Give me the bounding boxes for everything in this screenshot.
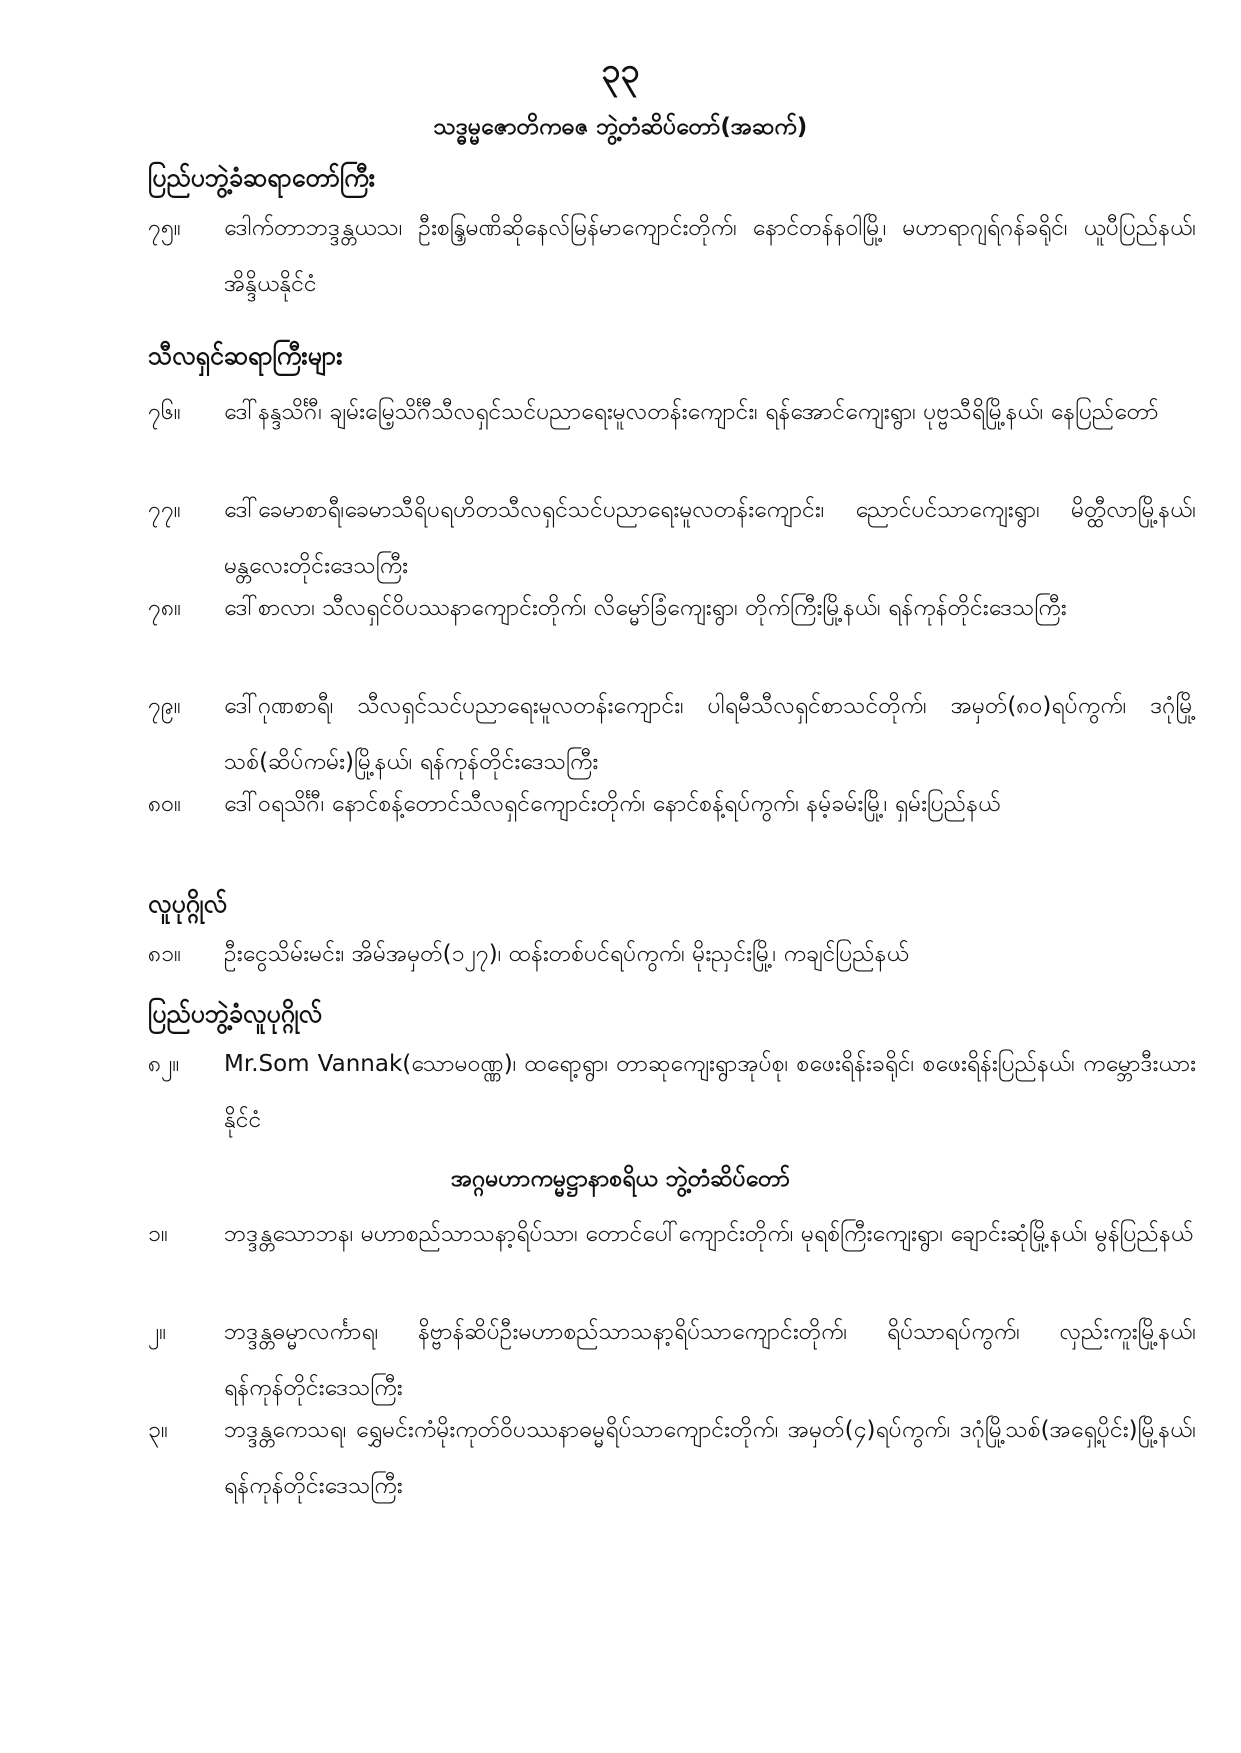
item-text: ဘဒ္ဒန္တကေသရ၊ ရွှေမင်းကံမိုးကုတ်ဝိပဿနာဓမ္မရိပ်သာကျောင်းတိုက်၊ အမှတ်(၄)ရပ်ကွက်၊ ဒဂုံမြို့သစ်(အရှေ့ပိုင်း)မြို့နယ်၊ ရန်ကုန်တိုင်းဒေသကြီး	[224, 1417, 1196, 1499]
item-number: ၈၂။	[148, 1051, 180, 1077]
list-item	[148, 678, 1196, 790]
item-text: ဦးငွေသိမ်းမင်း၊ အိမ်အမှတ်(၁၂၇)၊ ထန်းတစ်ပင်ရပ်ကွက်၊ မိုးညှင်းမြို့၊ ကချင်ပြည်နယ်	[224, 941, 909, 967]
item-number: ၃။	[148, 1417, 168, 1443]
list-item	[148, 580, 1196, 636]
item-text: ဒေါ်စာလာ၊ သီလရှင်ဝိပဿနာကျောင်းတိုက်၊ လိမ္မော်ခြံကျေးရွာ၊ တိုက်ကြီးမြို့နယ်၊ ရန်ကုန်တိုင်းဒေသကြီး	[224, 595, 1067, 621]
list-item	[148, 1206, 1196, 1262]
item-number: ၇၇။	[148, 497, 181, 523]
list-item	[148, 926, 1196, 982]
item-text: ဒေါက်တာဘဒ္ဒန္တယသ၊ ဦးစန္ဒြမဏိဆိုနေလ်မြန်မာကျောင်းတိုက်၊ နောင်တန်နဝါမြို့၊ မဟာရာဂျရ်ဂန်ခရိုင်၊ ယူပီပြည်နယ်၊ အိန္ဒိယနိုင်ငံ	[224, 215, 1196, 297]
award-title-1: သဒ္ဓမ္မဇောတိကဓဇ ဘွဲ့တံဆိပ်တော်(အဆက်)	[433, 114, 808, 140]
list-item	[148, 384, 1196, 440]
award-title-2: အဂ္ဂမဟာကမ္မဋ္ဌာနာစရိယ ဘွဲ့တံဆိပ်တော်	[450, 1166, 790, 1192]
section-heading-laypersons: လူပုဂ္ဂိုလ်	[148, 889, 228, 918]
section-heading-foreign-laypersons: ပြည်ပဘွဲ့ခံလူပုဂ္ဂိုလ်	[148, 999, 323, 1028]
list-item	[148, 1304, 1196, 1416]
list-item	[148, 1402, 1196, 1514]
item-text: ဒေါ်ဝရသိင်္ဂီ၊ နောင်စန့်တောင်သီလရှင်ကျောင်းတိုက်၊ နောင်စန့်ရပ်ကွက်၊ နမ့်ခမ်းမြို့၊ ရှမ်းပြည်နယ်	[224, 791, 1001, 817]
item-text: ဘဒ္ဒန္တဓမ္မာလင်္ကာရ၊ နိဗ္ဗာန်ဆိပ်ဦးမဟာစည်သာသနာ့ရိပ်သာကျောင်းတိုက်၊ ရိပ်သာရပ်ကွက်၊ လှည်းကူးမြို့နယ်၊ ရန်ကုန်တိုင်းဒေသကြီး	[224, 1319, 1196, 1401]
item-number: ၁။	[148, 1221, 168, 1247]
section-heading-foreign-abbots: ပြည်ပဘွဲ့ခံဆရာတော်ကြီး	[148, 163, 376, 192]
item-number: ၈၁။	[148, 941, 182, 967]
item-text: Mr.Som Vannak(သောမဝဏ္ဏ)၊ ထရော့ရွာ၊ တာဆုကျေးရွာအုပ်စု၊ စဖေးရိန်းခရိုင်၊ စဖေးရိန်းပြည်နယ်၊ ကမ္ဘောဒီးယားနိုင်ငံ	[224, 1051, 1196, 1133]
list-item	[148, 200, 1196, 312]
item-number: ၂။	[148, 1319, 167, 1345]
list-item	[148, 482, 1196, 594]
item-text: ဒေါ်ခေမာစာရီ၊ခေမာသီရိပရဟိတသီလရှင်သင်ပညာရေးမူလတန်းကျောင်း၊ ညောင်ပင်သာကျေးရွာ၊ မိတ္ထီလာမြို့နယ်၊ မန္တလေးတိုင်းဒေသကြီး	[224, 497, 1196, 579]
item-text: ဒေါ်ဂုဏစာရီ၊ သီလရှင်သင်ပညာရေးမူလတန်းကျောင်း၊ ပါရမီသီလရှင်စာသင်တိုက်၊ အမှတ်(၈၀)ရပ်ကွက်၊ ဒဂုံမြို့သစ်(ဆိပ်ကမ်း)မြို့နယ်၊ ရန်ကုန်တိုင်းဒေသကြီး	[224, 693, 1196, 775]
item-text: ဒေါ်နန္ဒသိင်္ဂီ၊ ချမ်းမြေ့သိင်္ဂီသီလရှင်သင်ပညာရေးမူလတန်းကျောင်း၊ ရန်အောင်ကျေးရွာ၊ ပုဗ္ဗသီရိမြို့နယ်၊ နေပြည်တော်	[224, 399, 1159, 425]
page-number: ၃၃	[601, 51, 640, 91]
section-heading-nuns: သီလရှင်ဆရာကြီးများ	[148, 341, 343, 370]
item-number: ၇၆။	[148, 399, 181, 425]
list-item	[148, 776, 1196, 832]
item-text: ဘဒ္ဒန္တသောဘန၊ မဟာစည်သာသနာ့ရိပ်သာ၊ တောင်ပေါ်ကျောင်းတိုက်၊ မုရစ်ကြီးကျေးရွာ၊ ချောင်းဆုံမြို့နယ်၊ မွန်ပြည်နယ်	[224, 1221, 1194, 1247]
item-number: ၇၈။	[148, 595, 182, 621]
item-number: ၇၅။	[148, 215, 181, 241]
list-item	[148, 1036, 1196, 1148]
item-number: ၈၀။	[148, 791, 182, 817]
item-number: ၇၉။	[148, 693, 181, 719]
